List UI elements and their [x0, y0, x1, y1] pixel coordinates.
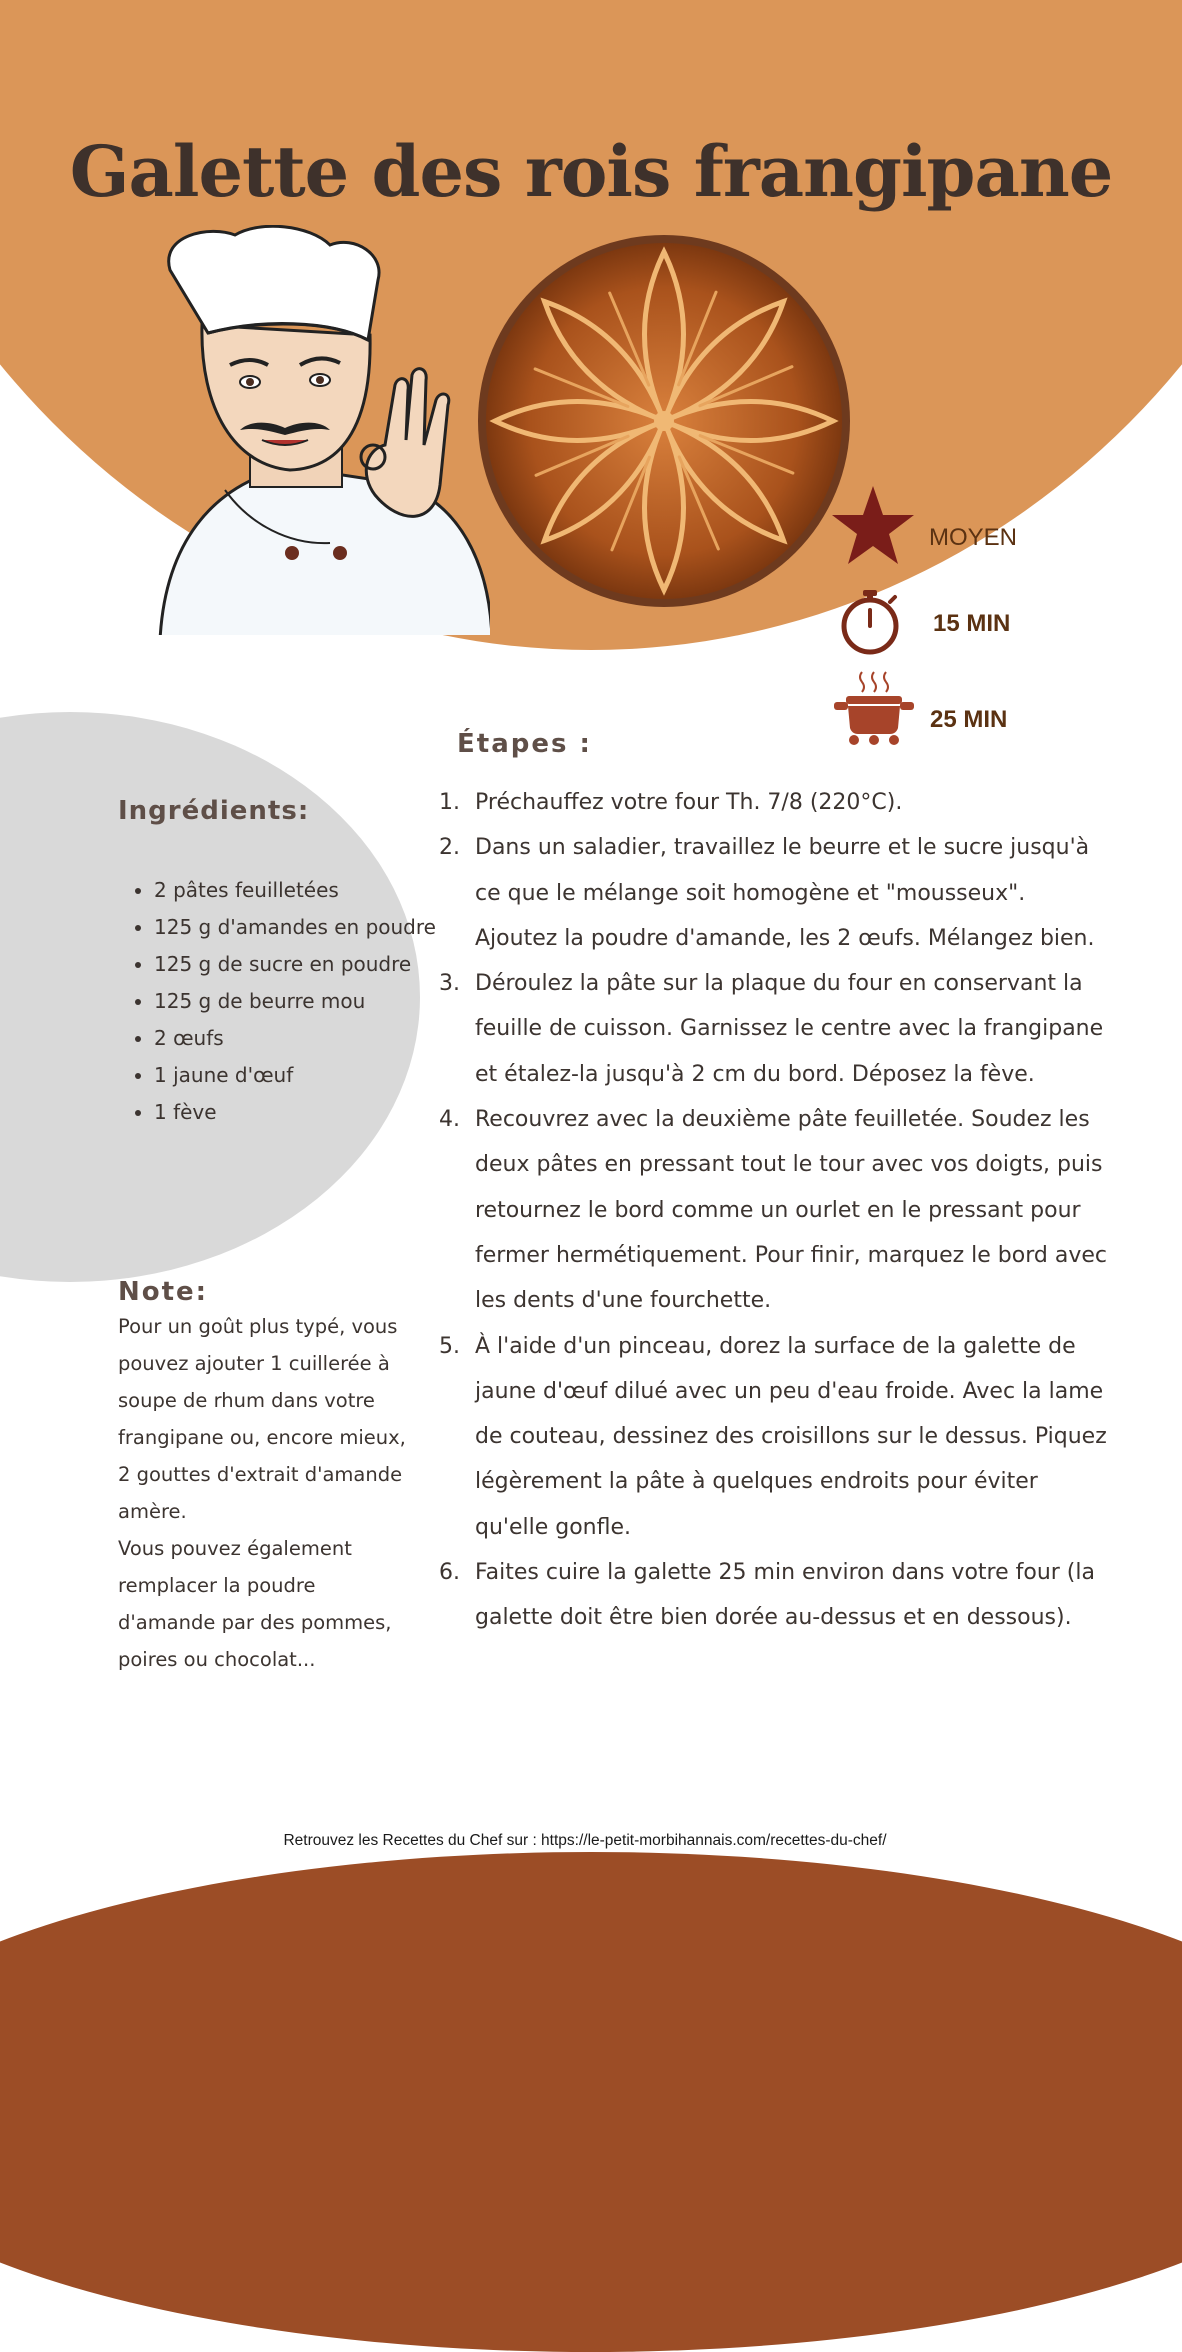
- bottom-background: [0, 1852, 1182, 2352]
- prep-time: 15 MIN: [933, 610, 1011, 637]
- step-item: 5. À l'aide d'un pinceau, dorez la surface de la galette de jaune d'œuf dilué avec un peu d'eau froide. Avec la lame de couteau, dessinez des croisillons sur le dessus. Piquez légèrement la pâte à quelques endroits pour éviter qu'elle gonfle.: [467, 1324, 1107, 1550]
- note-title: Note:: [118, 1277, 209, 1307]
- ingredient-item: • 1 jaune d'œuf: [154, 1057, 454, 1094]
- star-icon: [830, 484, 916, 566]
- difficulty-label: MOYEN: [929, 524, 1018, 551]
- step-item: 6. Faites cuire la galette 25 min environ dans votre four (la galette doit être bien dorée au-dessus et en dessous).: [467, 1550, 1107, 1641]
- step-item: 2. Dans un saladier, travaillez le beurre et le sucre jusqu'à ce que le mélange soit homogène et "mousseux". Ajoutez la poudre d'amande, les 2 œufs. Mélangez bien.: [467, 825, 1107, 961]
- ingredient-item: • 125 g de beurre mou: [154, 983, 454, 1020]
- steps-list: [432, 780, 1107, 1641]
- chef-illustration: [140, 225, 490, 635]
- ingredient-item: • 2 pâtes feuilletées: [154, 872, 454, 909]
- note-text: Pour un goût plus typé, vous pouvez ajouter 1 cuillerée à soupe de rhum dans votre frangipane ou, encore mieux, 2 gouttes d'extrait d'amande amère. Vous pouvez également remplacer la poudre d'amande par des pommes, poires ou chocolat...: [118, 1315, 406, 1671]
- ingredients-title: Ingrédients:: [118, 796, 310, 826]
- ingredient-item: • 125 g d'amandes en poudre: [154, 909, 454, 946]
- recipe-title: Galette des rois frangipane: [69, 130, 1113, 213]
- step-item: 1. Préchauffez votre four Th. 7/8 (220°C).: [467, 780, 1107, 825]
- footer-link-text: Retrouvez les Recettes du Chef sur : https://le-petit-morbihannais.com/recettes-du-chef/: [283, 1832, 887, 1849]
- ingredient-item: • 1 fève: [154, 1094, 454, 1131]
- galette-image: [475, 232, 853, 610]
- stopwatch-icon: [838, 588, 902, 656]
- ingredient-item: • 125 g de sucre en poudre: [154, 946, 454, 983]
- steps-title: Étapes :: [457, 729, 592, 759]
- ingredients-list: [124, 872, 454, 1131]
- ingredient-item: • 2 œufs: [154, 1020, 454, 1057]
- step-item: 3. Déroulez la pâte sur la plaque du four en conservant la feuille de cuisson. Garnissez le centre avec la frangipane et étalez-la jusqu'à 2 cm du bord. Déposez la fève.: [467, 961, 1107, 1097]
- step-item: 4. Recouvrez avec la deuxième pâte feuilletée. Soudez les deux pâtes en pressant tout le tour avec vos doigts, puis retournez le bord comme un ourlet en le pressant pour fermer hermétiquement. Pour finir, marquez le bord avec les dents d'une fourchette.: [467, 1097, 1107, 1323]
- cook-time: 25 MIN: [930, 706, 1008, 733]
- cooking-pot-icon: [832, 670, 916, 746]
